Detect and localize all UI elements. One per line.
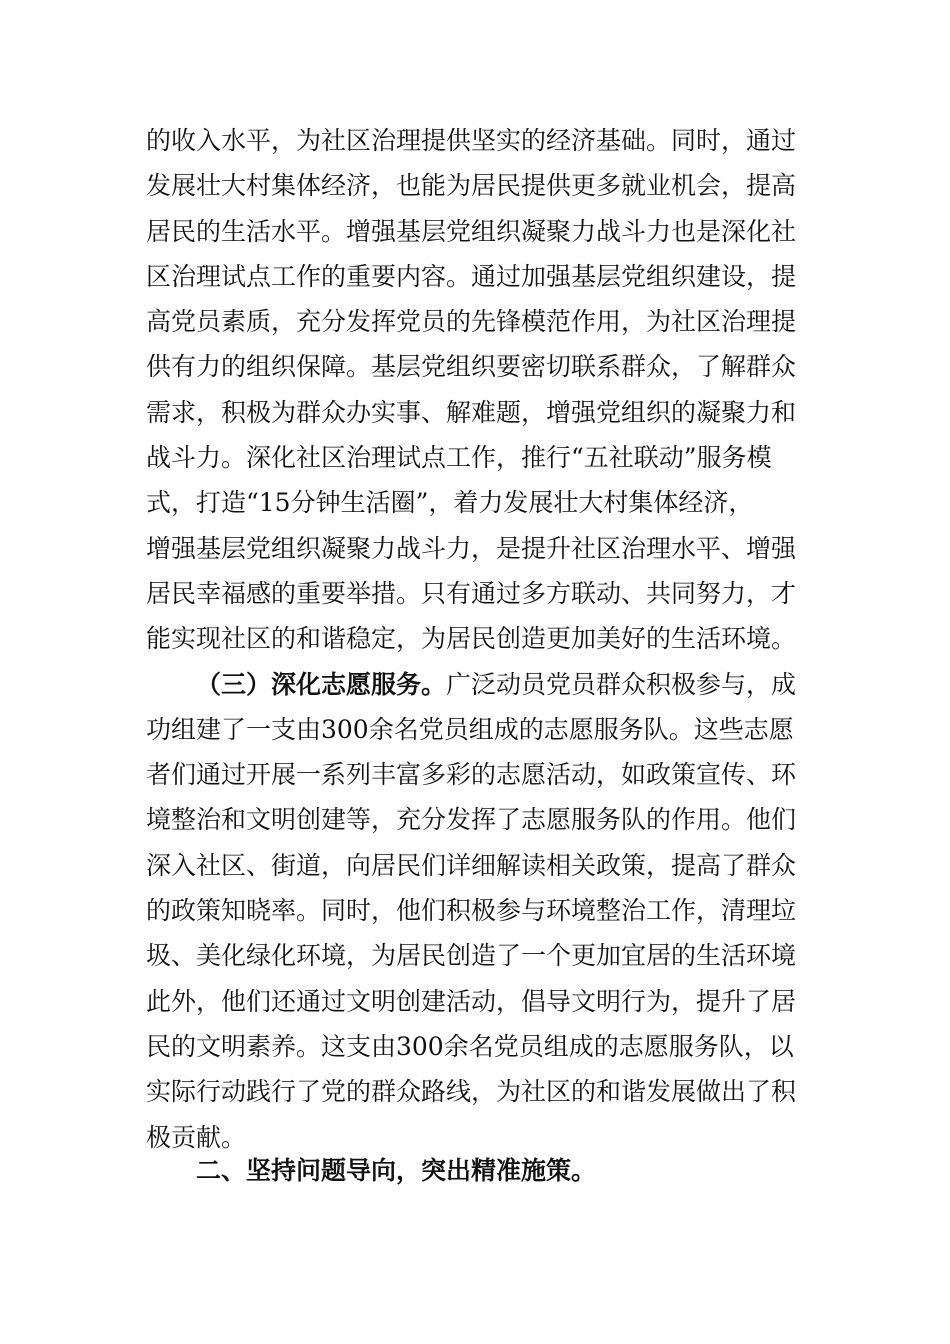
text-line: 的政策知晓率。同时，他们积极参与环境整治工作，清理垃 (146, 896, 797, 926)
text-line: 此外，他们还通过文明创建活动，倡导文明行为，提升了居 (146, 986, 797, 1016)
paragraph-continued (146, 118, 810, 662)
subsection-heading: （三）深化志愿服务。 (196, 669, 447, 699)
text-line: 实际行动践行了党的群众路线，为社区的和谐发展做出了积 (146, 1077, 797, 1107)
text-line: 功组建了一支由300余名党员组成的志愿服务队。这些志愿 (146, 714, 794, 744)
text-line: 居民幸福感的重要举措。只有通过多方联动、共同努力，才 (146, 578, 797, 608)
paragraph-first-line (146, 662, 810, 707)
text-line: 极贡献。 (146, 1122, 247, 1152)
section-heading: 二、坚持问题导向，突出精准施策。 (196, 1156, 597, 1185)
text-line: 供有力的组织保障。基层党组织要密切联系群众，了解群众 (146, 352, 797, 382)
text-line: 的收入水平，为社区治理提供坚实的经济基础。同时，通过 (146, 126, 797, 155)
text-line: 境整治和文明创建等，充分发挥了志愿服务队的作用。他们 (146, 805, 797, 835)
text-run: 广泛动员党员群众积极参与，成 (446, 669, 797, 699)
text-line: 发展壮大村集体经济，也能为居民提供更多就业机会，提高 (146, 171, 797, 201)
text-line: 区治理试点工作的重要内容。通过加强基层党组织建设，提 (146, 261, 797, 291)
text-line: 式，打造“15分钟生活圈”，着力发展壮大村集体经济， (146, 488, 754, 518)
text-line: 深入社区、街道，向居民们详细解读相关政策，提高了群众 (146, 850, 797, 880)
text-line: 圾、美化绿化环境，为居民创造了一个更加宜居的生活环境 (146, 941, 797, 971)
paragraph-volunteer-service (146, 662, 810, 1160)
text-line: 增强基层党组织凝聚力战斗力，是提升社区治理水平、增强 (146, 533, 797, 563)
text-line: 战斗力。深化社区治理试点工作，推行“五社联动”服务模 (146, 443, 772, 473)
body-text (146, 118, 810, 1160)
text-line: 居民的生活水平。增强基层党组织凝聚力战斗力也是深化社 (146, 216, 797, 246)
text-line: 民的文明素养。这支由300余名党员组成的志愿服务队，以 (146, 1031, 794, 1061)
text-line: 能实现社区的和谐稳定，为居民创造更加美好的生活环境。 (146, 624, 797, 654)
text-line: 者们通过开展一系列丰富多彩的志愿活动，如政策宣传、环 (146, 760, 797, 790)
text-line: 需求，积极为群众办实事、解难题，增强党组织的凝聚力和 (146, 397, 797, 427)
text-line: 高党员素质，充分发挥党员的先锋模范作用，为社区治理提 (146, 307, 797, 337)
